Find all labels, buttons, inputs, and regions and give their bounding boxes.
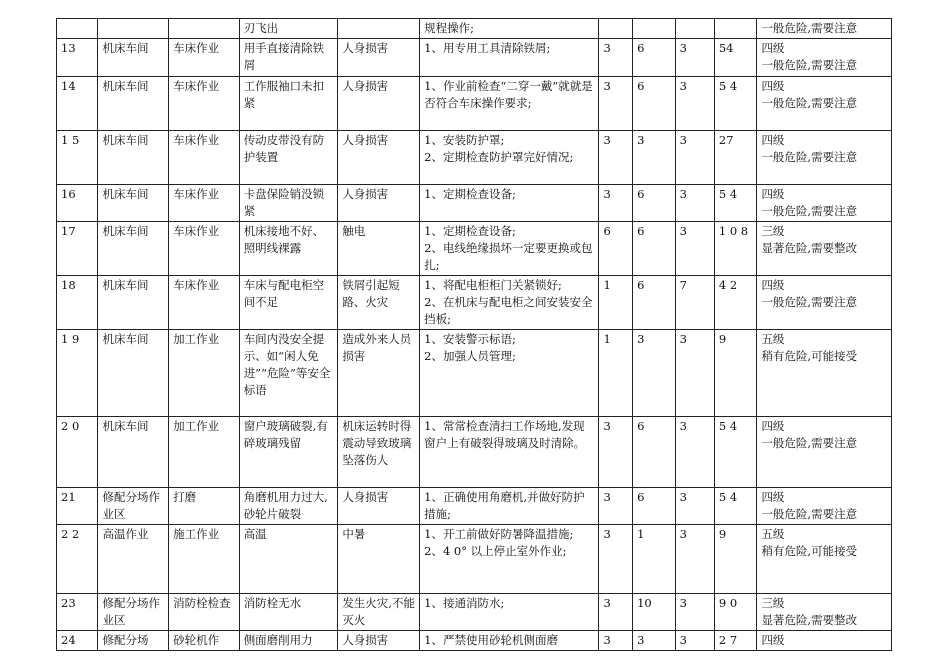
- score-l-cell: 3: [599, 185, 633, 222]
- measures-cell: [420, 488, 599, 525]
- score-e-cell: 3: [633, 131, 676, 185]
- score-c-cell: [675, 19, 714, 39]
- measures-cell: [420, 525, 599, 594]
- score-c-cell: 3: [675, 131, 714, 185]
- score-l-cell: 3: [599, 131, 633, 185]
- measure-item: 2、4 0° 以上停止室外作业;: [424, 544, 567, 558]
- measures-cell: [420, 19, 599, 39]
- table-row: [57, 525, 892, 594]
- score-l-cell: 3: [599, 39, 633, 77]
- department-cell: 修配分场作业区: [98, 594, 169, 631]
- accident-type-cell: 发生火灾,不能灭火: [338, 594, 420, 631]
- measure-item: 2、定期检查防护罩完好情况;: [424, 150, 574, 164]
- job-cell: [169, 19, 240, 39]
- score-l-cell: 1: [599, 330, 633, 417]
- risk-level-cell: [757, 19, 892, 39]
- score-c-cell: 3: [675, 488, 714, 525]
- risk-level-grade: 四级: [761, 79, 785, 93]
- measures-cell: [420, 185, 599, 222]
- accident-type-cell: [338, 19, 420, 39]
- row-number-cell: 23: [57, 594, 98, 631]
- measure-item: 2、电线绝缘损坏一定要更换或包扎;: [424, 241, 593, 272]
- department-cell: 机床车间: [98, 276, 169, 330]
- measure-item: 1、接通消防水;: [424, 596, 505, 610]
- job-cell: 车床作业: [169, 39, 240, 77]
- risk-level-description: 显著危险,需要整改: [761, 241, 858, 255]
- risk-level-grade: 四级: [761, 490, 785, 504]
- risk-level-description: 一般危险,需要注意: [761, 150, 858, 164]
- risk-level-cell: [757, 417, 892, 488]
- risk-level-grade: 四级: [761, 633, 785, 647]
- score-c-cell: 3: [675, 594, 714, 631]
- risk-level-description: 一般危险,需要注意: [761, 58, 858, 72]
- score-c-cell: 3: [675, 222, 714, 276]
- row-number-cell: 17: [57, 222, 98, 276]
- score-l-cell: 3: [599, 594, 633, 631]
- measure-item: 2、在机床与配电柜之间安装安全挡板;: [424, 295, 593, 326]
- accident-type-cell: 触电: [338, 222, 420, 276]
- risk-level-description: 一般危险,需要注意: [761, 436, 858, 450]
- score-c-cell: 3: [675, 525, 714, 594]
- table-row: [57, 488, 892, 525]
- risk-level-cell: [757, 330, 892, 417]
- risk-level-description: 显著危险,需要整改: [761, 613, 858, 627]
- measure-item: 1、常常检查清扫工作场地,发现窗户上有破裂得玻璃及时清除。: [424, 419, 586, 450]
- measures-cell: [420, 276, 599, 330]
- accident-type-cell: 人身损害: [338, 488, 420, 525]
- department-cell: [98, 19, 169, 39]
- table-row: [57, 631, 892, 651]
- job-cell: 消防栓检查: [169, 594, 240, 631]
- table-row: [57, 185, 892, 222]
- score-l-cell: 3: [599, 488, 633, 525]
- risk-assessment-table: [56, 18, 892, 651]
- measure-item: 1、安装防护罩;: [424, 133, 505, 147]
- risk-table-body: [57, 19, 892, 651]
- document-page: [56, 18, 892, 651]
- accident-type-cell: 人身损害: [338, 131, 420, 185]
- department-cell: 高温作业: [98, 525, 169, 594]
- score-e-cell: 6: [633, 185, 676, 222]
- score-l-cell: [599, 19, 633, 39]
- hazard-cell: 机床接地不好、照明线裸露: [239, 222, 338, 276]
- department-cell: 机床车间: [98, 131, 169, 185]
- score-d-cell: 5 4: [714, 185, 757, 222]
- score-c-cell: 3: [675, 77, 714, 131]
- measure-item: 1、安装警示标语;: [424, 332, 516, 346]
- risk-level-cell: [757, 594, 892, 631]
- accident-type-cell: 造成外来人员损害: [338, 330, 420, 417]
- job-cell: 车床作业: [169, 77, 240, 131]
- row-number-cell: 21: [57, 488, 98, 525]
- risk-level-grade: 三级: [761, 596, 785, 610]
- score-d-cell: 54: [714, 39, 757, 77]
- score-l-cell: 6: [599, 222, 633, 276]
- score-e-cell: 6: [633, 222, 676, 276]
- department-cell: 机床车间: [98, 185, 169, 222]
- job-cell: 车床作业: [169, 185, 240, 222]
- risk-level-description: 一般危险,需要注意: [761, 21, 858, 35]
- table-row: [57, 594, 892, 631]
- risk-level-grade: 五级: [761, 332, 785, 346]
- row-number-cell: 2 0: [57, 417, 98, 488]
- risk-level-grade: 四级: [761, 419, 785, 433]
- hazard-cell: 传动皮带没有防护装置: [239, 131, 338, 185]
- measures-cell: [420, 594, 599, 631]
- risk-level-grade: 五级: [761, 527, 785, 541]
- score-c-cell: 3: [675, 417, 714, 488]
- job-cell: 砂轮机作: [169, 631, 240, 651]
- table-row: [57, 39, 892, 77]
- score-e-cell: 10: [633, 594, 676, 631]
- risk-level-cell: [757, 222, 892, 276]
- job-cell: 车床作业: [169, 222, 240, 276]
- measure-item: 1、开工前做好防暑降温措施;: [424, 527, 574, 541]
- score-l-cell: 3: [599, 417, 633, 488]
- measure-item: 2、加强人员管理;: [424, 349, 516, 363]
- risk-level-description: 稍有危险,可能接受: [761, 349, 858, 363]
- hazard-cell: 车床与配电柜空间不足: [239, 276, 338, 330]
- score-l-cell: 3: [599, 77, 633, 131]
- risk-level-description: 一般危险,需要注意: [761, 507, 858, 521]
- score-e-cell: 1: [633, 525, 676, 594]
- risk-level-grade: 四级: [761, 278, 785, 292]
- score-d-cell: 1 0 8: [714, 222, 757, 276]
- score-d-cell: 5 4: [714, 488, 757, 525]
- measures-cell: [420, 131, 599, 185]
- accident-type-cell: 人身损害: [338, 77, 420, 131]
- measure-item: 1、作业前检查“二穿一戴”就就是否符合车床操作要求;: [424, 79, 593, 110]
- department-cell: 机床车间: [98, 222, 169, 276]
- job-cell: 施工作业: [169, 525, 240, 594]
- row-number-cell: 1 9: [57, 330, 98, 417]
- table-row: [57, 222, 892, 276]
- risk-level-grade: 四级: [761, 187, 785, 201]
- risk-level-description: 一般危险,需要注意: [761, 96, 858, 110]
- hazard-cell: 窗户玻璃破裂,有碎玻璃残留: [239, 417, 338, 488]
- measures-cell: [420, 39, 599, 77]
- score-e-cell: [633, 19, 676, 39]
- table-row: [57, 131, 892, 185]
- hazard-cell: 用手直接清除铁屑: [239, 39, 338, 77]
- accident-type-cell: 人身损害: [338, 185, 420, 222]
- table-row: [57, 417, 892, 488]
- risk-level-cell: [757, 631, 892, 651]
- score-e-cell: 6: [633, 417, 676, 488]
- department-cell: 修配分场: [98, 631, 169, 651]
- score-d-cell: 2 7: [714, 631, 757, 651]
- accident-type-cell: 中暑: [338, 525, 420, 594]
- table-row: [57, 330, 892, 417]
- measure-item: 1、用专用工具清除铁屑;: [424, 41, 551, 55]
- score-e-cell: 6: [633, 276, 676, 330]
- score-d-cell: [714, 19, 757, 39]
- department-cell: 机床车间: [98, 417, 169, 488]
- job-cell: 加工作业: [169, 417, 240, 488]
- risk-level-cell: [757, 77, 892, 131]
- department-cell: 修配分场作业区: [98, 488, 169, 525]
- row-number-cell: 13: [57, 39, 98, 77]
- hazard-cell: 工作服袖口未扣紧: [239, 77, 338, 131]
- department-cell: 机床车间: [98, 39, 169, 77]
- accident-type-cell: 人身损害: [338, 39, 420, 77]
- risk-level-description: 一般危险,需要注意: [761, 295, 858, 309]
- hazard-cell: 卡盘保险销没锁紧: [239, 185, 338, 222]
- hazard-cell: 高温: [239, 525, 338, 594]
- measure-item: 1、定期检查设备;: [424, 187, 516, 201]
- risk-level-grade: 三级: [761, 224, 785, 238]
- risk-level-description: 一般危险,需要注意: [761, 204, 858, 218]
- row-number-cell: 16: [57, 185, 98, 222]
- risk-level-description: 稍有危险,可能接受: [761, 544, 858, 558]
- measures-cell: [420, 330, 599, 417]
- score-e-cell: 6: [633, 488, 676, 525]
- row-number-cell: 14: [57, 77, 98, 131]
- risk-level-grade: 四级: [761, 133, 785, 147]
- row-number-cell: 1 5: [57, 131, 98, 185]
- hazard-cell: 消防栓无水: [239, 594, 338, 631]
- table-row: [57, 276, 892, 330]
- accident-type-cell: 人身损害: [338, 631, 420, 651]
- measures-cell: [420, 222, 599, 276]
- score-d-cell: 5 4: [714, 77, 757, 131]
- row-number-cell: [57, 19, 98, 39]
- row-number-cell: 18: [57, 276, 98, 330]
- score-d-cell: 9: [714, 330, 757, 417]
- score-l-cell: 1: [599, 276, 633, 330]
- score-c-cell: 7: [675, 276, 714, 330]
- hazard-cell: 车间内没安全提示、如“闲人免进”“危险”等安全标语: [239, 330, 338, 417]
- hazard-cell: 刃飞出: [239, 19, 338, 39]
- risk-level-cell: [757, 276, 892, 330]
- measure-item: 规程操作;: [424, 21, 474, 35]
- score-d-cell: 4 2: [714, 276, 757, 330]
- score-c-cell: 3: [675, 631, 714, 651]
- score-c-cell: 3: [675, 39, 714, 77]
- risk-level-grade: 四级: [761, 41, 785, 55]
- risk-level-cell: [757, 185, 892, 222]
- score-c-cell: 3: [675, 185, 714, 222]
- score-e-cell: 3: [633, 330, 676, 417]
- measure-item: 1、将配电柜柜门关紧锁好;: [424, 278, 562, 292]
- score-d-cell: 5 4: [714, 417, 757, 488]
- risk-level-cell: [757, 525, 892, 594]
- score-d-cell: 9 0: [714, 594, 757, 631]
- accident-type-cell: 铁屑引起短路、火灾: [338, 276, 420, 330]
- score-e-cell: 3: [633, 631, 676, 651]
- score-d-cell: 27: [714, 131, 757, 185]
- score-d-cell: 9: [714, 525, 757, 594]
- measure-item: 1、严禁使用砂轮机侧面磨: [424, 633, 558, 647]
- job-cell: 车床作业: [169, 276, 240, 330]
- score-l-cell: 3: [599, 525, 633, 594]
- measures-cell: [420, 631, 599, 651]
- hazard-cell: 侧面磨削用力: [239, 631, 338, 651]
- accident-type-cell: 机床运转时得震动导致玻璃坠落伤人: [338, 417, 420, 488]
- measures-cell: [420, 77, 599, 131]
- job-cell: 加工作业: [169, 330, 240, 417]
- measure-item: 1、定期检查设备;: [424, 224, 516, 238]
- risk-level-cell: [757, 131, 892, 185]
- risk-level-cell: [757, 488, 892, 525]
- score-l-cell: 3: [599, 631, 633, 651]
- risk-level-cell: [757, 39, 892, 77]
- job-cell: 车床作业: [169, 131, 240, 185]
- job-cell: 打磨: [169, 488, 240, 525]
- score-c-cell: 3: [675, 330, 714, 417]
- hazard-cell: 角磨机用力过大,砂轮片破裂: [239, 488, 338, 525]
- score-e-cell: 6: [633, 39, 676, 77]
- department-cell: 机床车间: [98, 77, 169, 131]
- table-row: [57, 77, 892, 131]
- row-number-cell: 24: [57, 631, 98, 651]
- score-e-cell: 6: [633, 77, 676, 131]
- row-number-cell: 2 2: [57, 525, 98, 594]
- table-row: [57, 19, 892, 39]
- measures-cell: [420, 417, 599, 488]
- department-cell: 机床车间: [98, 330, 169, 417]
- measure-item: 1、正确使用角磨机,并做好防护措施;: [424, 490, 585, 521]
